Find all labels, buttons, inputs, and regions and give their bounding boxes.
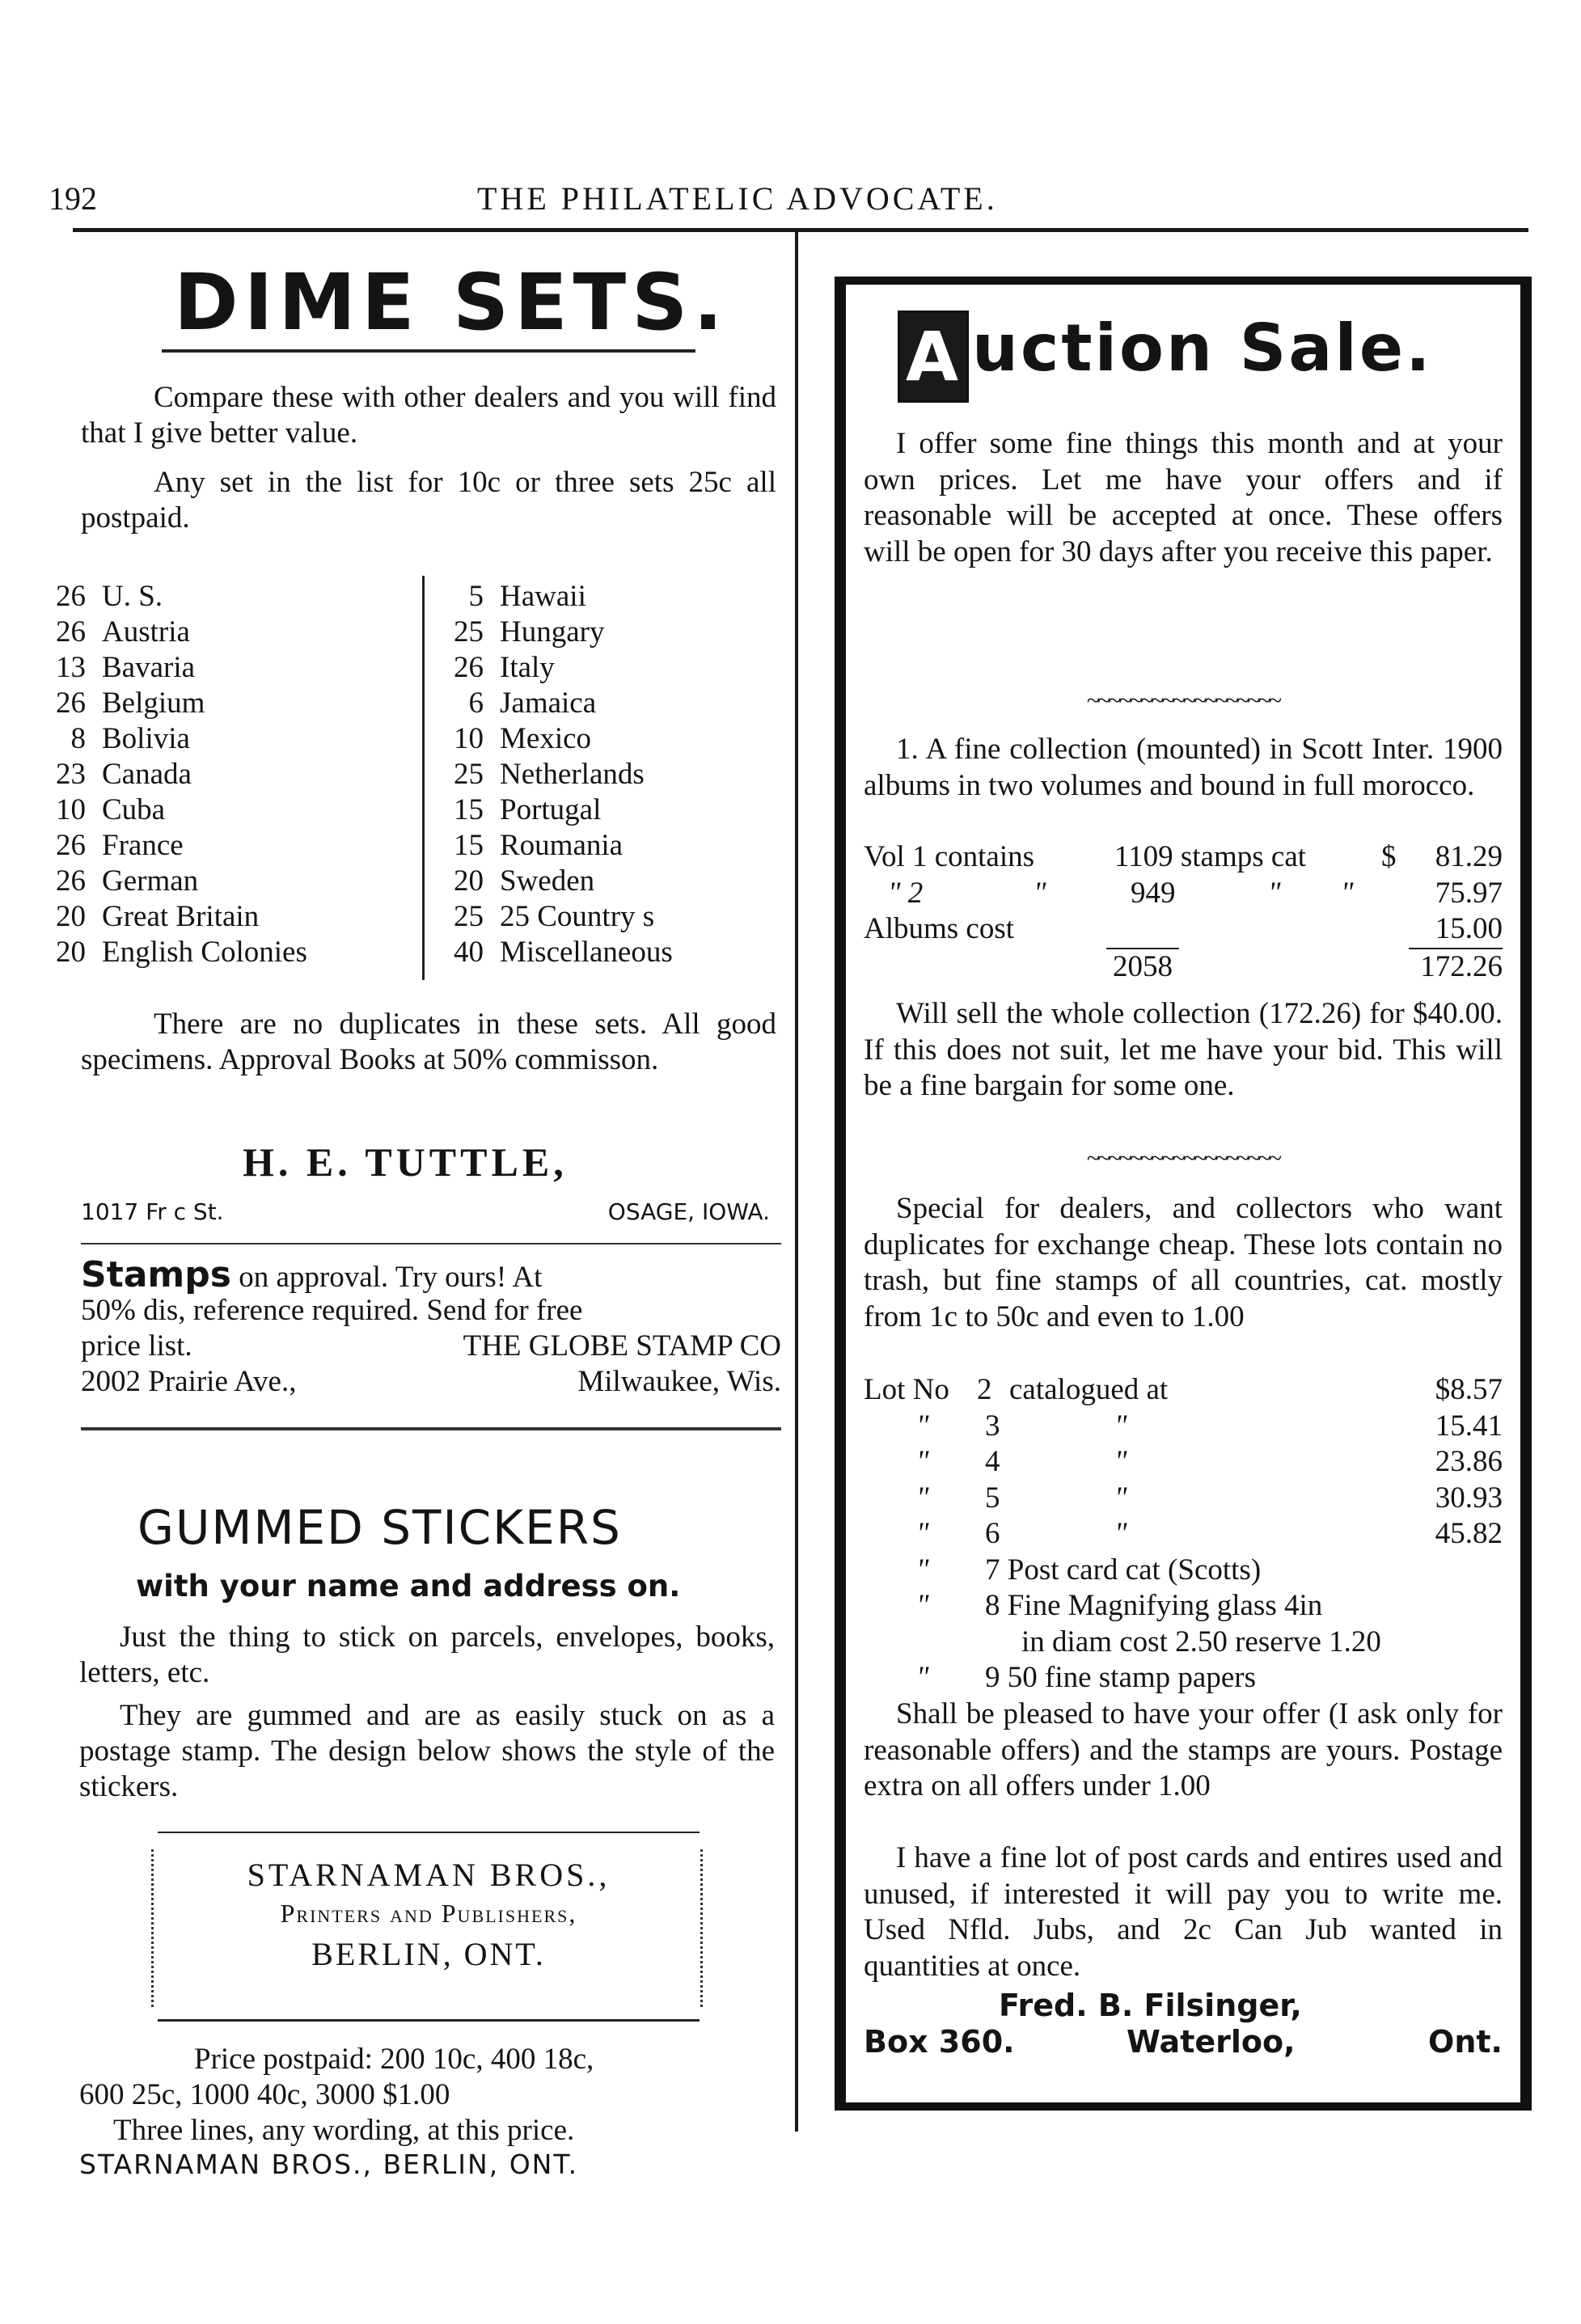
lot-number: 5 (985, 1481, 1000, 1515)
sticker-border-right (700, 1849, 704, 2007)
box-border-bottom (835, 2102, 1532, 2111)
lot-row (864, 1516, 1503, 1553)
lots-table (864, 1372, 1503, 1697)
set-row: 26 France (56, 829, 184, 862)
row-label: " 2 (888, 876, 924, 910)
globe-line (81, 1364, 781, 1400)
lot-1-description: 1. A fine collection (mounted) in Scott Inter. 1900 albums in two volumes and bound in full morocco. (864, 733, 1503, 802)
lot-row (864, 1553, 1503, 1589)
dime-sets-intro: Compare these with other dealers and you will find that I give better value. (81, 381, 776, 450)
advertiser-name: H. E. TUTTLE, (243, 1139, 568, 1185)
set-row: 26 Italy (454, 651, 555, 684)
dime-sets-note: There are no duplicates in these sets. All good specimens. Approval Books at 50% commisson. (81, 1008, 776, 1076)
set-row: 8 Bolivia (70, 722, 190, 755)
row-ditto: " (1034, 876, 1046, 910)
total-value: 172.26 (1409, 948, 1503, 984)
set-row: 26 German (56, 864, 199, 898)
globe-text: 50% dis, reference required. Send for free (81, 1294, 583, 1327)
dime-sets-offer: Any set in the list for 10c or three sets 25c all postpaid. (81, 466, 776, 535)
lot-ditto: " (916, 1445, 929, 1478)
row-label: Vol 1 contains (864, 840, 1035, 873)
advertiser-address (81, 1198, 770, 1225)
signature-city: Waterloo, (1127, 2024, 1296, 2060)
title-text: uction Sale. (972, 311, 1433, 386)
set-row: 25 Netherlands (454, 758, 645, 791)
globe-text: price list. (81, 1329, 192, 1363)
section-rule (81, 1427, 781, 1430)
lot-value: $8.57 (1435, 1373, 1503, 1406)
globe-text: on approval. Try ours! At (239, 1261, 543, 1294)
row-value: 81.29 (1435, 840, 1503, 873)
set-row: 26 Belgium (56, 687, 205, 720)
lot-value: 30.93 (1435, 1481, 1503, 1515)
journal-title: THE PHILATELIC ADVOCATE. (477, 180, 998, 217)
signature-box: Box 360. (864, 2024, 1015, 2060)
lot-value: 23.86 (1435, 1445, 1503, 1478)
signature-address (864, 2024, 1503, 2061)
set-row: 20 English Colonies (56, 936, 307, 969)
set-row: 5 Hawaii (468, 580, 586, 613)
gummed-stickers-title: GUMMED STICKERS (137, 1500, 622, 1555)
lot-row (864, 1588, 1503, 1625)
set-row: 25 25 Country s (454, 900, 655, 933)
set-row: 10 Mexico (454, 722, 592, 755)
row-label: Albums cost (864, 912, 1015, 945)
lot-number: 2 (977, 1373, 992, 1406)
drop-cap: A (898, 311, 969, 403)
gummed-p1: Just the thing to stick on parcels, envelopes, books, letters, etc. (79, 1620, 775, 1689)
row-value: 75.97 (1435, 876, 1503, 910)
set-row: 26 U. S. (56, 580, 163, 613)
page-number: 192 (49, 180, 97, 217)
row-count: 1109 stamps cat (1114, 840, 1307, 873)
sticker-border-left (151, 1849, 155, 2007)
set-row: 13 Bavaria (56, 651, 196, 684)
set-row: 25 Hungary (454, 615, 605, 649)
price-line-1: Price postpaid: 200 10c, 400 18c, (194, 2043, 594, 2076)
lot-ditto: " (916, 1481, 929, 1515)
total-count: 2058 (1106, 948, 1179, 984)
sets-list-right (437, 579, 776, 970)
list-divider (422, 576, 425, 980)
lot-ditto: " (916, 1589, 929, 1622)
gummed-stickers-subtitle: with your name and address on. (136, 1569, 681, 1604)
sticker-sample (158, 1832, 700, 2022)
sticker-line-2: Printers and Publishers, (280, 1899, 577, 1928)
set-row: 23 Canada (56, 758, 192, 791)
lot-ditto: " (916, 1553, 929, 1587)
auction-title (898, 311, 1432, 403)
row-value: 15.00 (1435, 912, 1503, 945)
column-divider (795, 231, 798, 2132)
auction-intro: I offer some fine things this month and at your own prices. Let me have your offers and if reasonable will be accepted at once. These offers will be open for 30 days after you receive this paper. (864, 427, 1503, 568)
sell-offer: Will sell the whole collection (172.26) for $40.00. If this does not suit, let me have your bid. This will be a fine bargain for some one. (864, 997, 1503, 1102)
lot-7: 7 Post card cat (Scotts) (985, 1553, 1262, 1587)
lot-row (864, 1444, 1503, 1481)
table-row (864, 911, 1503, 948)
set-row: 26 Austria (56, 615, 190, 649)
lot-number: 6 (985, 1517, 1000, 1550)
box-border-right (1520, 277, 1532, 2111)
title-underline (162, 349, 695, 353)
row-ditto: " (1268, 876, 1281, 910)
lot-ditto: " (1114, 1409, 1127, 1443)
running-head (49, 180, 1537, 217)
lot-8-detail: in diam cost 2.50 reserve 1.20 (1021, 1625, 1381, 1658)
globe-line (81, 1329, 781, 1364)
set-row: 20 Sweden (454, 864, 595, 898)
globe-line (81, 1293, 781, 1329)
lot-9: 9 50 fine stamp papers (985, 1661, 1256, 1694)
row-currency: $ (1381, 840, 1397, 873)
lot-ditto: " (1114, 1481, 1127, 1515)
header-rule (73, 228, 1528, 232)
lot-ditto: " (916, 1409, 929, 1443)
street-address: 1017 Fr c St. (81, 1198, 224, 1225)
table-total-row (864, 948, 1503, 984)
table-row (864, 876, 1503, 912)
lot-ditto: " (1114, 1445, 1127, 1478)
lot-ditto: " (916, 1517, 929, 1550)
lot-desc: catalogued at (1009, 1373, 1169, 1406)
row-count: 949 (1131, 876, 1176, 910)
lot-8: 8 Fine Magnifying glass 4in (985, 1589, 1323, 1622)
price-line-2: 600 25c, 1000 40c, 3000 $1.00 (79, 2078, 450, 2111)
globe-stamp-ad (81, 1254, 781, 1400)
sets-list-left (39, 579, 419, 970)
post-cards-note: I have a fine lot of post cards and entires used and unused, if interested it will pay you to write me. Used Nfld. Jubs, and 2c Can Jub wanted in quantities at once. (864, 1841, 1503, 1983)
lot-row (864, 1625, 1503, 1661)
globe-city: Milwaukee, Wis. (577, 1365, 781, 1398)
globe-address: 2002 Prairie Ave., (81, 1365, 297, 1398)
lot-number: 4 (985, 1445, 1000, 1478)
lot-ditto: " (916, 1661, 929, 1694)
stamps-lead: Stamps (81, 1254, 231, 1295)
lot-value: 45.82 (1435, 1517, 1503, 1550)
table-row (864, 839, 1503, 876)
wavy-divider: ~~~~~~~~~~~~~~~~~~ (1086, 1145, 1280, 1172)
lot-label: Lot No (864, 1373, 949, 1406)
signature-name: Fred. B. Filsinger, (999, 1988, 1302, 2023)
set-row: 15 Portugal (454, 793, 602, 826)
dime-sets-title: DIME SETS. (174, 257, 729, 348)
lot-number: 3 (985, 1409, 1000, 1443)
closing-offer: Shall be pleased to have your offer (I ask only for reasonable offers) and the stamps are yours. Postage extra on all offers under 1.00 (864, 1697, 1503, 1802)
globe-line (81, 1254, 781, 1295)
row-ditto: " (1341, 876, 1354, 910)
set-row: 6 Jamaica (468, 687, 597, 720)
lot-value: 15.41 (1435, 1409, 1503, 1443)
lot-row (864, 1660, 1503, 1697)
lot-ditto: " (1114, 1517, 1127, 1550)
city-address: OSAGE, IOWA. (607, 1198, 770, 1225)
wavy-divider: ~~~~~~~~~~~~~~~~~~ (1086, 687, 1280, 714)
sticker-line-3: BERLIN, ONT. (311, 1936, 546, 1972)
set-row: 20 Great Britain (56, 900, 260, 933)
box-border-top (835, 277, 1532, 285)
globe-company: THE GLOBE STAMP CO (463, 1329, 781, 1363)
lot-row (864, 1409, 1503, 1445)
lot-row (864, 1481, 1503, 1517)
gummed-p2: They are gummed and are as easily stuck on as a postage stamp. The design below shows the style of the stickers. (79, 1699, 775, 1803)
box-border-left (835, 277, 846, 2111)
dealers-special: Special for dealers, and collectors who want duplicates for exchange cheap. These lots contain no trash, but fine stamps of all countries, cat. mostly from 1c to 50c and even to 1.00 (864, 1192, 1503, 1333)
set-row: 15 Roumania (454, 829, 624, 862)
lot-row (864, 1372, 1503, 1409)
set-row: 10 Cuba (56, 793, 166, 826)
signature-province: Ont. (1428, 2024, 1503, 2060)
set-row: 40 Miscellaneous (454, 936, 673, 969)
section-rule (81, 1243, 781, 1244)
price-line-3: Three lines, any wording, at this price. (113, 2114, 575, 2147)
collection-table (864, 839, 1503, 983)
sticker-line-1: STARNAMAN BROS., (247, 1857, 611, 1893)
starnaman-footer: STARNAMAN BROS., BERLIN, ONT. (79, 2149, 579, 2180)
